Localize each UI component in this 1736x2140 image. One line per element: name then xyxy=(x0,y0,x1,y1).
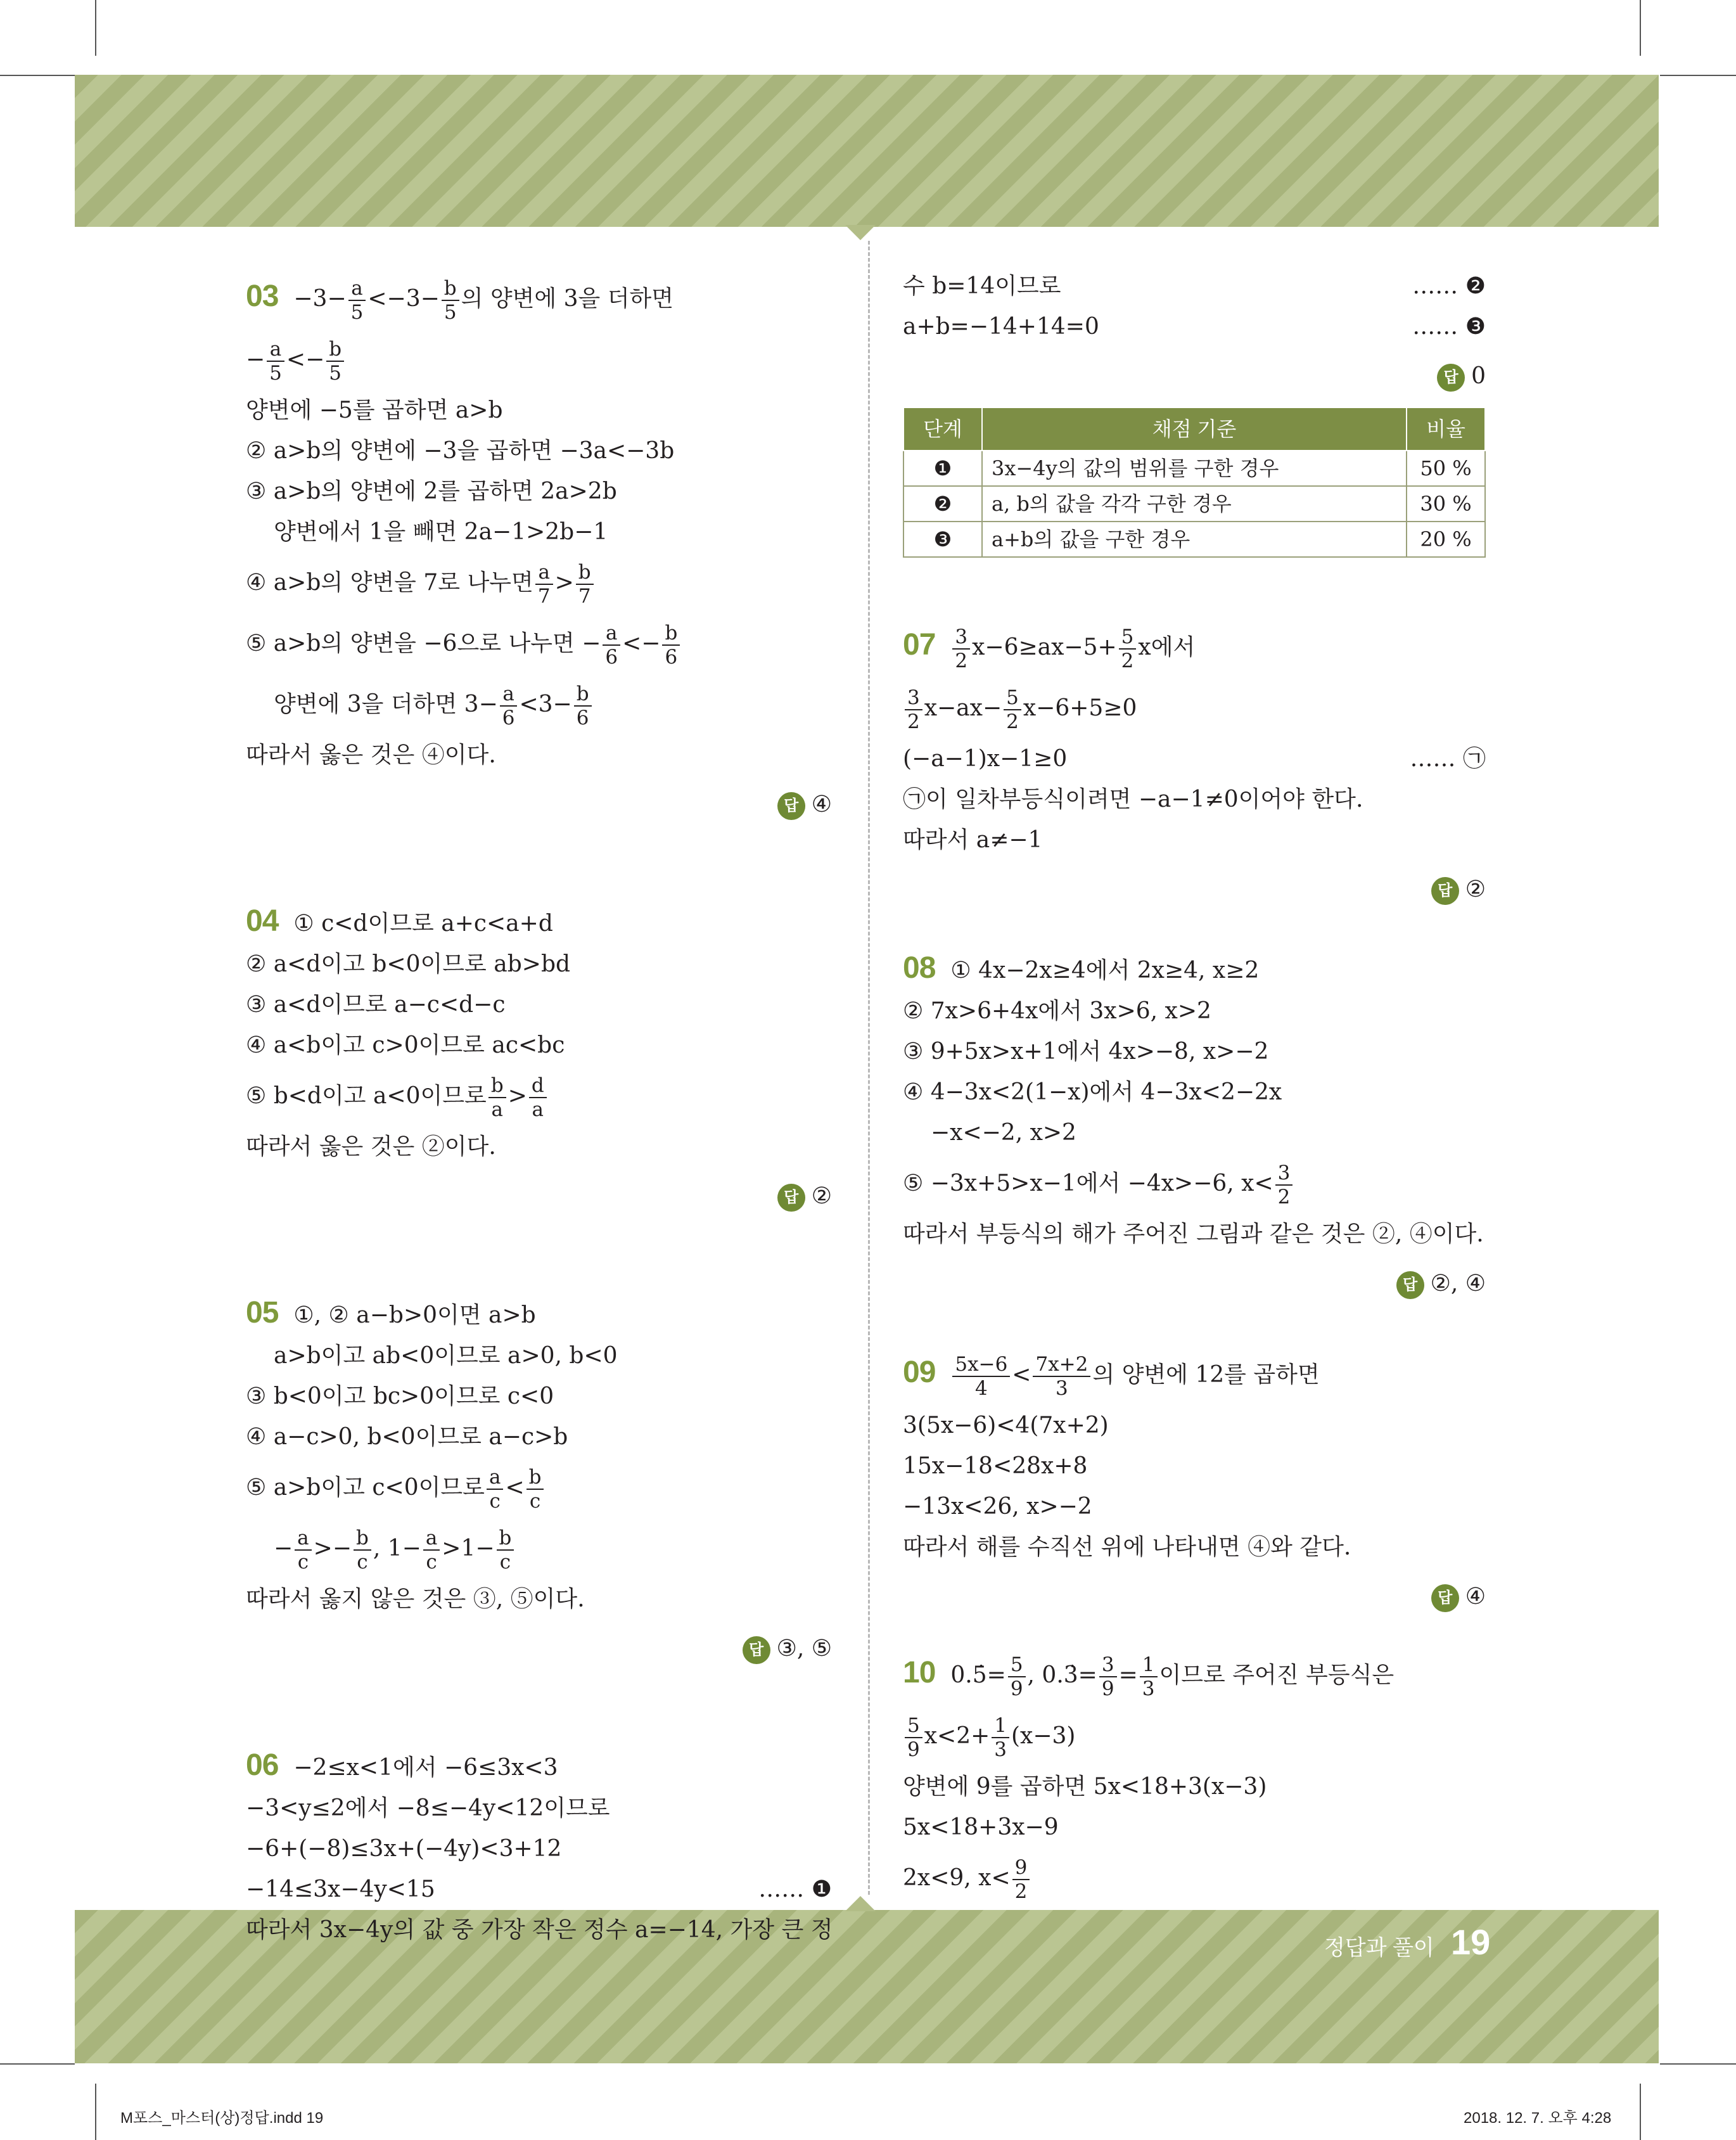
problem-06-continued xyxy=(903,266,1486,558)
fraction: $\frac{7x+2}{3}$ xyxy=(1033,1353,1090,1400)
fraction: $\frac{d}{a}$ xyxy=(529,1074,547,1121)
answer-badge: 답 xyxy=(1431,1584,1459,1612)
fraction: $\frac{5}{2}$ xyxy=(1004,686,1021,733)
table-row xyxy=(903,522,1485,557)
step-marker: …… ❸ xyxy=(1412,314,1486,340)
table-header: 단계 xyxy=(903,407,982,451)
problem-line: 05 ①, ② a−b>0이면 a>b xyxy=(246,1296,536,1329)
fraction: $\frac{3}{9}$ xyxy=(1099,1653,1117,1700)
fraction: $\frac{b}{c}$ xyxy=(354,1527,371,1573)
problem-number: 07 xyxy=(903,628,936,662)
fraction: $\frac{a}{6}$ xyxy=(500,682,518,729)
crop-mark xyxy=(1640,0,1641,56)
table-row xyxy=(903,486,1485,522)
problem-line: $\frac{3}{2}$ x−ax− $\frac{5}{2}$ x−6+5≥0 xyxy=(903,678,1486,739)
problem-03 xyxy=(246,266,832,825)
problem-line: ④ 4−3x<2(1−x)에서 4−3x<2−2x xyxy=(903,1079,1282,1105)
text: −3− xyxy=(293,286,347,312)
problem-line: ③ a<d이므로 a−c<d−c xyxy=(246,992,506,1018)
step-marker: …… ㉠ xyxy=(1410,746,1486,772)
table-cell: a, b의 값을 각각 구한 경우 xyxy=(982,486,1407,522)
problem-line: −x<−2, x>2 xyxy=(931,1120,1076,1146)
problem-line: 따라서 부등식의 해가 주어진 그림과 같은 것은 ②, ④이다. xyxy=(903,1221,1484,1247)
problem-line xyxy=(246,266,832,330)
problem-line: 10 0.5̇= $\frac{5}{9}$ , 0.3̇= $\frac{3}{9}$ = $\frac{1}{3}$ 이므로 주어진 부등식은 xyxy=(903,1653,1395,1700)
answer-badge: 답 xyxy=(1396,1271,1424,1299)
problem-line: 07 $\frac{3}{2}$ x−6≥ax−5+ $\frac{5}{2}$ x에서 xyxy=(903,625,1196,672)
problem-line: ⑤ −3x+5>x−1에서 −4x>−6, x< $\frac{3}{2}$ xyxy=(903,1153,1486,1214)
problem-line: ② a>b의 양변에 −3을 곱하면 −3a<−3b xyxy=(246,438,675,464)
text: <−3− xyxy=(367,286,440,312)
answer-badge: 답 xyxy=(743,1636,770,1664)
problem-line: 따라서 옳지 않은 것은 ③, ⑤이다. xyxy=(246,1586,585,1612)
answer-badge: 답 xyxy=(1437,364,1465,392)
answer: 답 ③, ⑤ xyxy=(246,1629,832,1669)
fraction: $\frac{a}{5}$ xyxy=(348,277,366,324)
problem-line: 양변에 −5를 곱하면 a>b xyxy=(246,397,503,423)
problem-line: 따라서 3x−4y의 값 중 가장 작은 정수 a=−14, 가장 큰 정 xyxy=(246,1917,833,1943)
problem-line: 15x−18<28x+8 xyxy=(903,1453,1088,1479)
problem-line: ⑤ b<d이고 a<0이므로 $\frac{b}{a}$ > $\frac{d}{a}$ xyxy=(246,1066,832,1127)
table-header: 채점 기준 xyxy=(982,407,1407,451)
left-column xyxy=(246,266,832,1951)
problem-line: 수 b=14이므로 …… ❷ xyxy=(903,266,1486,307)
fraction: $\frac{b}{c}$ xyxy=(527,1466,544,1513)
problem-line: − $\frac{a}{5}$ <− $\frac{b}{5}$ xyxy=(246,330,832,390)
fraction: $\frac{a}{6}$ xyxy=(603,622,620,669)
answer: 답 ②, ④ xyxy=(903,1264,1486,1304)
problem-line: 06 −2≤x<1에서 −6≤3x<3 xyxy=(246,1748,558,1782)
problem-number: 06 xyxy=(246,1748,279,1782)
fraction: $\frac{5}{9}$ xyxy=(905,1714,922,1761)
fraction: $\frac{3}{2}$ xyxy=(1275,1162,1293,1208)
crop-mark xyxy=(95,0,96,56)
fraction: $\frac{b}{6}$ xyxy=(574,682,592,729)
answer: 답 ④ xyxy=(246,785,832,825)
table-cell: ❷ xyxy=(903,486,982,522)
fraction: $\frac{a}{5}$ xyxy=(267,338,284,385)
fraction: $\frac{5}{2}$ xyxy=(1119,625,1137,672)
answer: 답 ② xyxy=(903,869,1486,910)
fraction: $\frac{a}{c}$ xyxy=(487,1466,503,1513)
problem-08 xyxy=(903,948,1486,1304)
column-divider xyxy=(868,241,870,1895)
problem-line: ③ 9+5x>x+1에서 4x>−8, x>−2 xyxy=(903,1039,1269,1065)
problem-line: ㉠이 일차부등식이려면 −a−1≠0이어야 한다. xyxy=(903,786,1363,812)
fraction: $\frac{b}{5}$ xyxy=(326,338,344,385)
answer-badge: 답 xyxy=(1431,877,1459,905)
fraction: $\frac{a}{c}$ xyxy=(295,1527,311,1573)
problem-line: 따라서 옳은 것은 ④이다. xyxy=(246,742,496,768)
problem-line: −6+(−8)≤3x+(−4y)<3+12 xyxy=(246,1836,562,1862)
problem-line: ④ a>b의 양변을 7로 나누면 $\frac{a}{7}$ > $\frac{b}{7}$ xyxy=(246,553,832,613)
fraction: $\frac{b}{7}$ xyxy=(576,561,594,608)
crop-mark xyxy=(0,75,75,76)
fraction: $\frac{b}{a}$ xyxy=(488,1074,506,1121)
problem-06 xyxy=(246,1745,832,1951)
answer: 답 ② xyxy=(246,1176,832,1217)
problem-10 xyxy=(903,1643,1486,1909)
step-marker: …… ❶ xyxy=(758,1876,832,1902)
answer-badge: 답 xyxy=(777,1184,805,1212)
problem-line: −14≤3x−4y<15 …… ❶ xyxy=(246,1869,832,1910)
fraction: $\frac{b}{c}$ xyxy=(497,1527,514,1573)
problem-line: ④ a−c>0, b<0이므로 a−c>b xyxy=(246,1424,568,1450)
problem-line: 5x<18+3x−9 xyxy=(903,1814,1059,1840)
footer-title: 정답과 풀이 xyxy=(1324,1936,1434,1960)
table-header: 비율 xyxy=(1407,407,1485,451)
problem-line: ⑤ a>b의 양변을 −6으로 나누면 − $\frac{a}{6}$ <− $\frac{b}{6}$ xyxy=(246,613,832,674)
problem-line: ③ a>b의 양변에 2를 곱하면 2a>2b xyxy=(246,478,617,504)
fraction: $\frac{1}{3}$ xyxy=(1140,1653,1158,1700)
fraction: $\frac{b}{6}$ xyxy=(662,622,680,669)
problem-04 xyxy=(246,901,832,1217)
table-row xyxy=(903,451,1485,486)
answer: 답 0 xyxy=(903,356,1486,397)
problem-number: 04 xyxy=(246,904,279,938)
problem-number: 08 xyxy=(903,951,936,985)
fraction: $\frac{b}{5}$ xyxy=(442,277,459,324)
page-number: 19 xyxy=(1451,1922,1491,1962)
grading-table xyxy=(903,407,1486,558)
problem-line: 09 $\frac{5x-6}{4}$ < $\frac{7x+2}{3}$ 의 양변에 12를 곱하면 xyxy=(903,1353,1320,1400)
fraction: $\frac{3}{2}$ xyxy=(905,686,922,733)
problem-line: 08 ① 4x−2x≥4에서 2x≥4, x≥2 xyxy=(903,951,1260,985)
problem-line: 04 ① c<d이므로 a+c<a+d xyxy=(246,904,553,938)
problem-09 xyxy=(903,1342,1486,1617)
problem-line: ④ a<b이고 c>0이므로 ac<bc xyxy=(246,1032,565,1058)
problem-line: 2x<9, x< $\frac{9}{2}$ xyxy=(903,1848,1486,1909)
fraction: $\frac{9}{2}$ xyxy=(1012,1856,1030,1903)
problem-number: 10 xyxy=(903,1656,936,1689)
footer-notch xyxy=(845,1896,876,1911)
crop-mark xyxy=(1640,2084,1641,2140)
problem-number: 03 xyxy=(246,279,279,313)
problem-number: 05 xyxy=(246,1296,279,1329)
right-column xyxy=(903,266,1486,1909)
crop-mark xyxy=(1660,2063,1736,2065)
problem-line: 따라서 옳은 것은 ②이다. xyxy=(246,1134,496,1160)
problem-line: $\frac{5}{9}$ x<2+ $\frac{1}{3}$ (x−3) xyxy=(903,1706,1486,1767)
problem-07 xyxy=(903,615,1486,910)
header-band xyxy=(75,75,1659,227)
problem-line: 따라서 해를 수직선 위에 나타내면 ④와 같다. xyxy=(903,1534,1351,1560)
answer: 답 ④ xyxy=(903,1577,1486,1617)
step-marker: …… ❷ xyxy=(1412,273,1486,299)
problem-line: ② a<d이고 b<0이므로 ab>bd xyxy=(246,951,571,977)
fraction: $\frac{a}{7}$ xyxy=(535,561,553,608)
fraction: $\frac{1}{3}$ xyxy=(992,1714,1009,1761)
problem-line: 따라서 a≠−1 xyxy=(903,827,1043,853)
table-cell: a+b의 값을 구한 경우 xyxy=(982,522,1407,557)
header-notch xyxy=(845,225,876,240)
problem-line: ② 7x>6+4x에서 3x>6, x>2 xyxy=(903,998,1211,1024)
text: 의 양변에 3을 더하면 xyxy=(461,286,674,312)
problem-line: 양변에 3을 더하면 3− $\frac{a}{6}$ <3− $\frac{b}{6}$ xyxy=(246,674,832,735)
crop-mark xyxy=(0,2063,75,2065)
problem-line: (−a−1)x−1≥0 …… ㉠ xyxy=(903,739,1486,779)
table-cell: ❸ xyxy=(903,522,982,557)
crop-mark xyxy=(1660,75,1736,76)
fraction: $\frac{5}{9}$ xyxy=(1008,1653,1026,1700)
file-slug: M포스_마스터(상)정답.indd 19 xyxy=(120,2110,324,2127)
problem-line: a+b=−14+14=0 …… ❸ xyxy=(903,307,1486,347)
crop-mark xyxy=(95,2084,96,2140)
problem-05 xyxy=(246,1293,832,1669)
problem-line: a>b이고 ab<0이므로 a>0, b<0 xyxy=(274,1343,618,1369)
fraction: $\frac{3}{2}$ xyxy=(952,625,970,672)
problem-line: −3<y≤2에서 −8≤−4y<12이므로 xyxy=(246,1795,610,1821)
fraction: $\frac{a}{c}$ xyxy=(423,1527,440,1573)
table-cell: ❶ xyxy=(903,451,982,486)
date-slug: 2018. 12. 7. 오후 4:28 xyxy=(1464,2110,1612,2127)
table-cell: 50 % xyxy=(1407,451,1485,486)
fraction: $\frac{5x-6}{4}$ xyxy=(952,1353,1010,1400)
table-cell: 3x−4y의 값의 범위를 구한 경우 xyxy=(982,451,1407,486)
answer-badge: 답 xyxy=(777,792,805,820)
table-cell: 30 % xyxy=(1407,486,1485,522)
problem-number: 09 xyxy=(903,1355,936,1389)
problem-line: −13x<26, x>−2 xyxy=(903,1494,1092,1520)
table-cell: 20 % xyxy=(1407,522,1485,557)
problem-line: 양변에 9를 곱하면 5x<18+3(x−3) xyxy=(903,1774,1267,1800)
problem-line: ⑤ a>b이고 c<0이므로 $\frac{a}{c}$ < $\frac{b}{c}$ xyxy=(246,1458,832,1518)
problem-line: − $\frac{a}{c}$ >− $\frac{b}{c}$ , 1− $\frac{a}{c}$ >1− $\frac{b}{c}$ xyxy=(246,1518,832,1579)
problem-line: ③ b<0이고 bc>0이므로 c<0 xyxy=(246,1383,554,1409)
problem-line: 3(5x−6)<4(7x+2) xyxy=(903,1413,1109,1438)
problem-line: 양변에서 1을 빼면 2a−1>2b−1 xyxy=(274,519,608,545)
